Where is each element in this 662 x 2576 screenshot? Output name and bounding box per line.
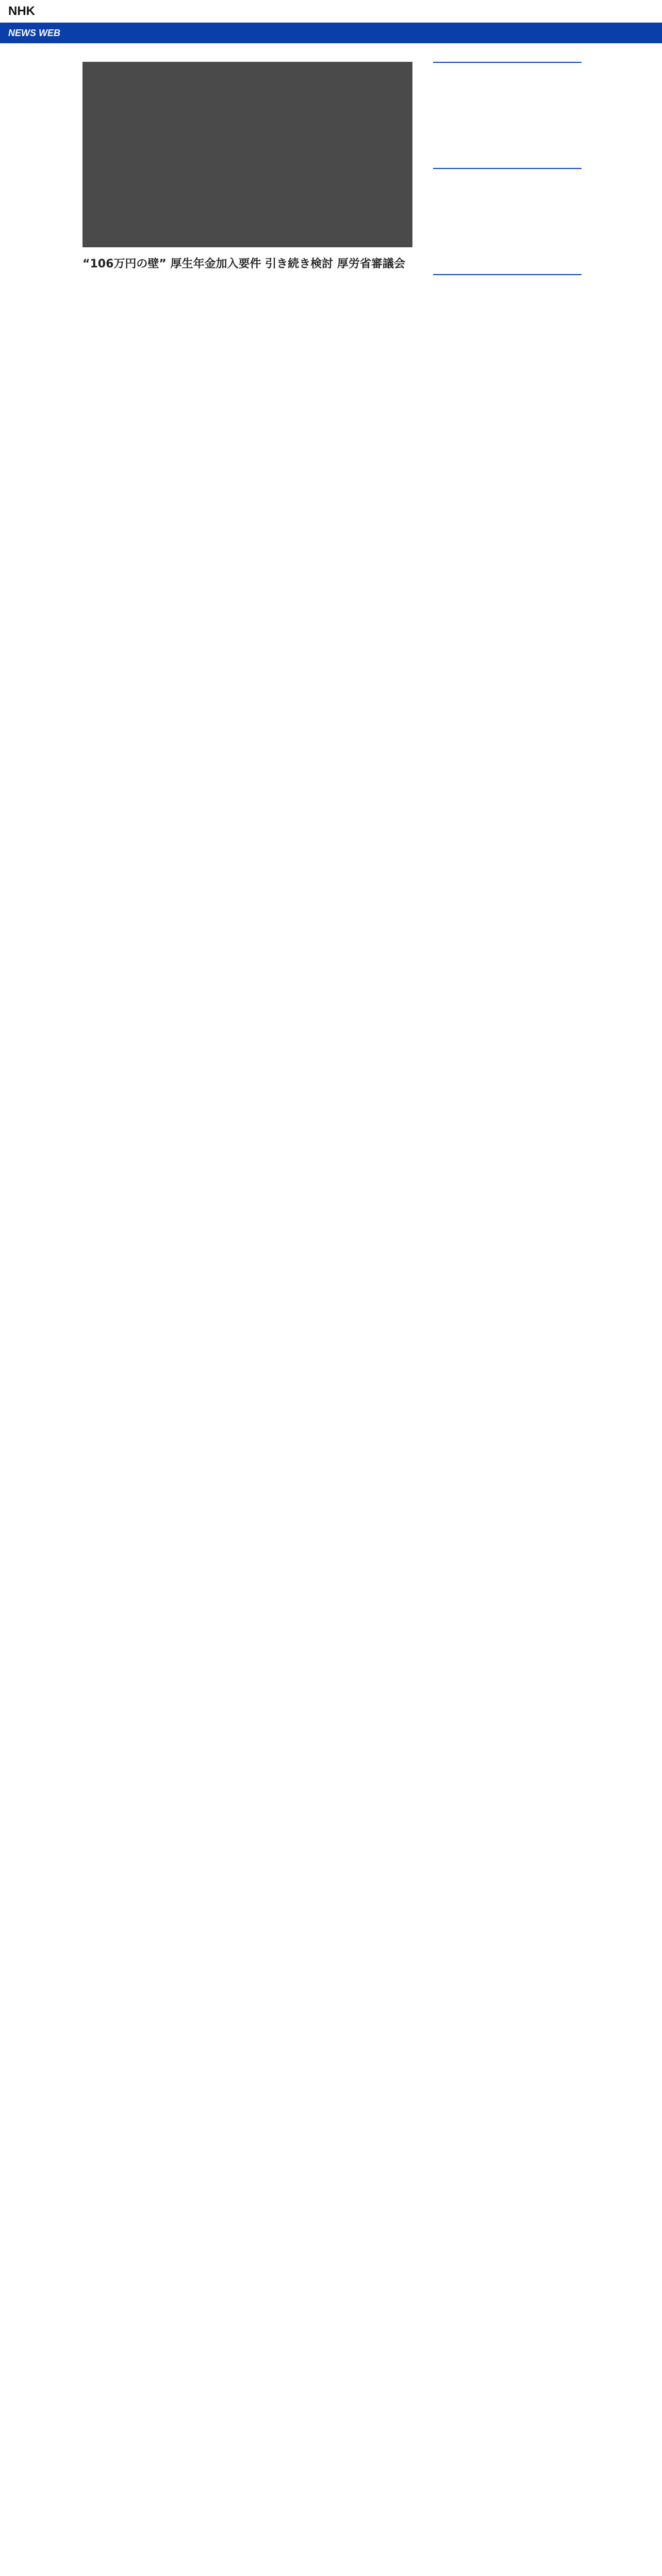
news-web-brand[interactable]: NEWS WEB (8, 27, 60, 38)
brand-logo[interactable]: NHK (8, 4, 35, 18)
sidebar-block (433, 274, 582, 368)
main-nav (0, 23, 662, 43)
article-headline: “106万円の壁” 厚生年金加入要件 引き続き検討 厚労省審議会 (82, 258, 405, 270)
article-column (82, 62, 412, 276)
top-bar (0, 0, 662, 23)
sidebar-block (433, 62, 582, 156)
hero-image (82, 62, 412, 247)
sidebar (433, 62, 582, 380)
sidebar-block (433, 168, 582, 262)
